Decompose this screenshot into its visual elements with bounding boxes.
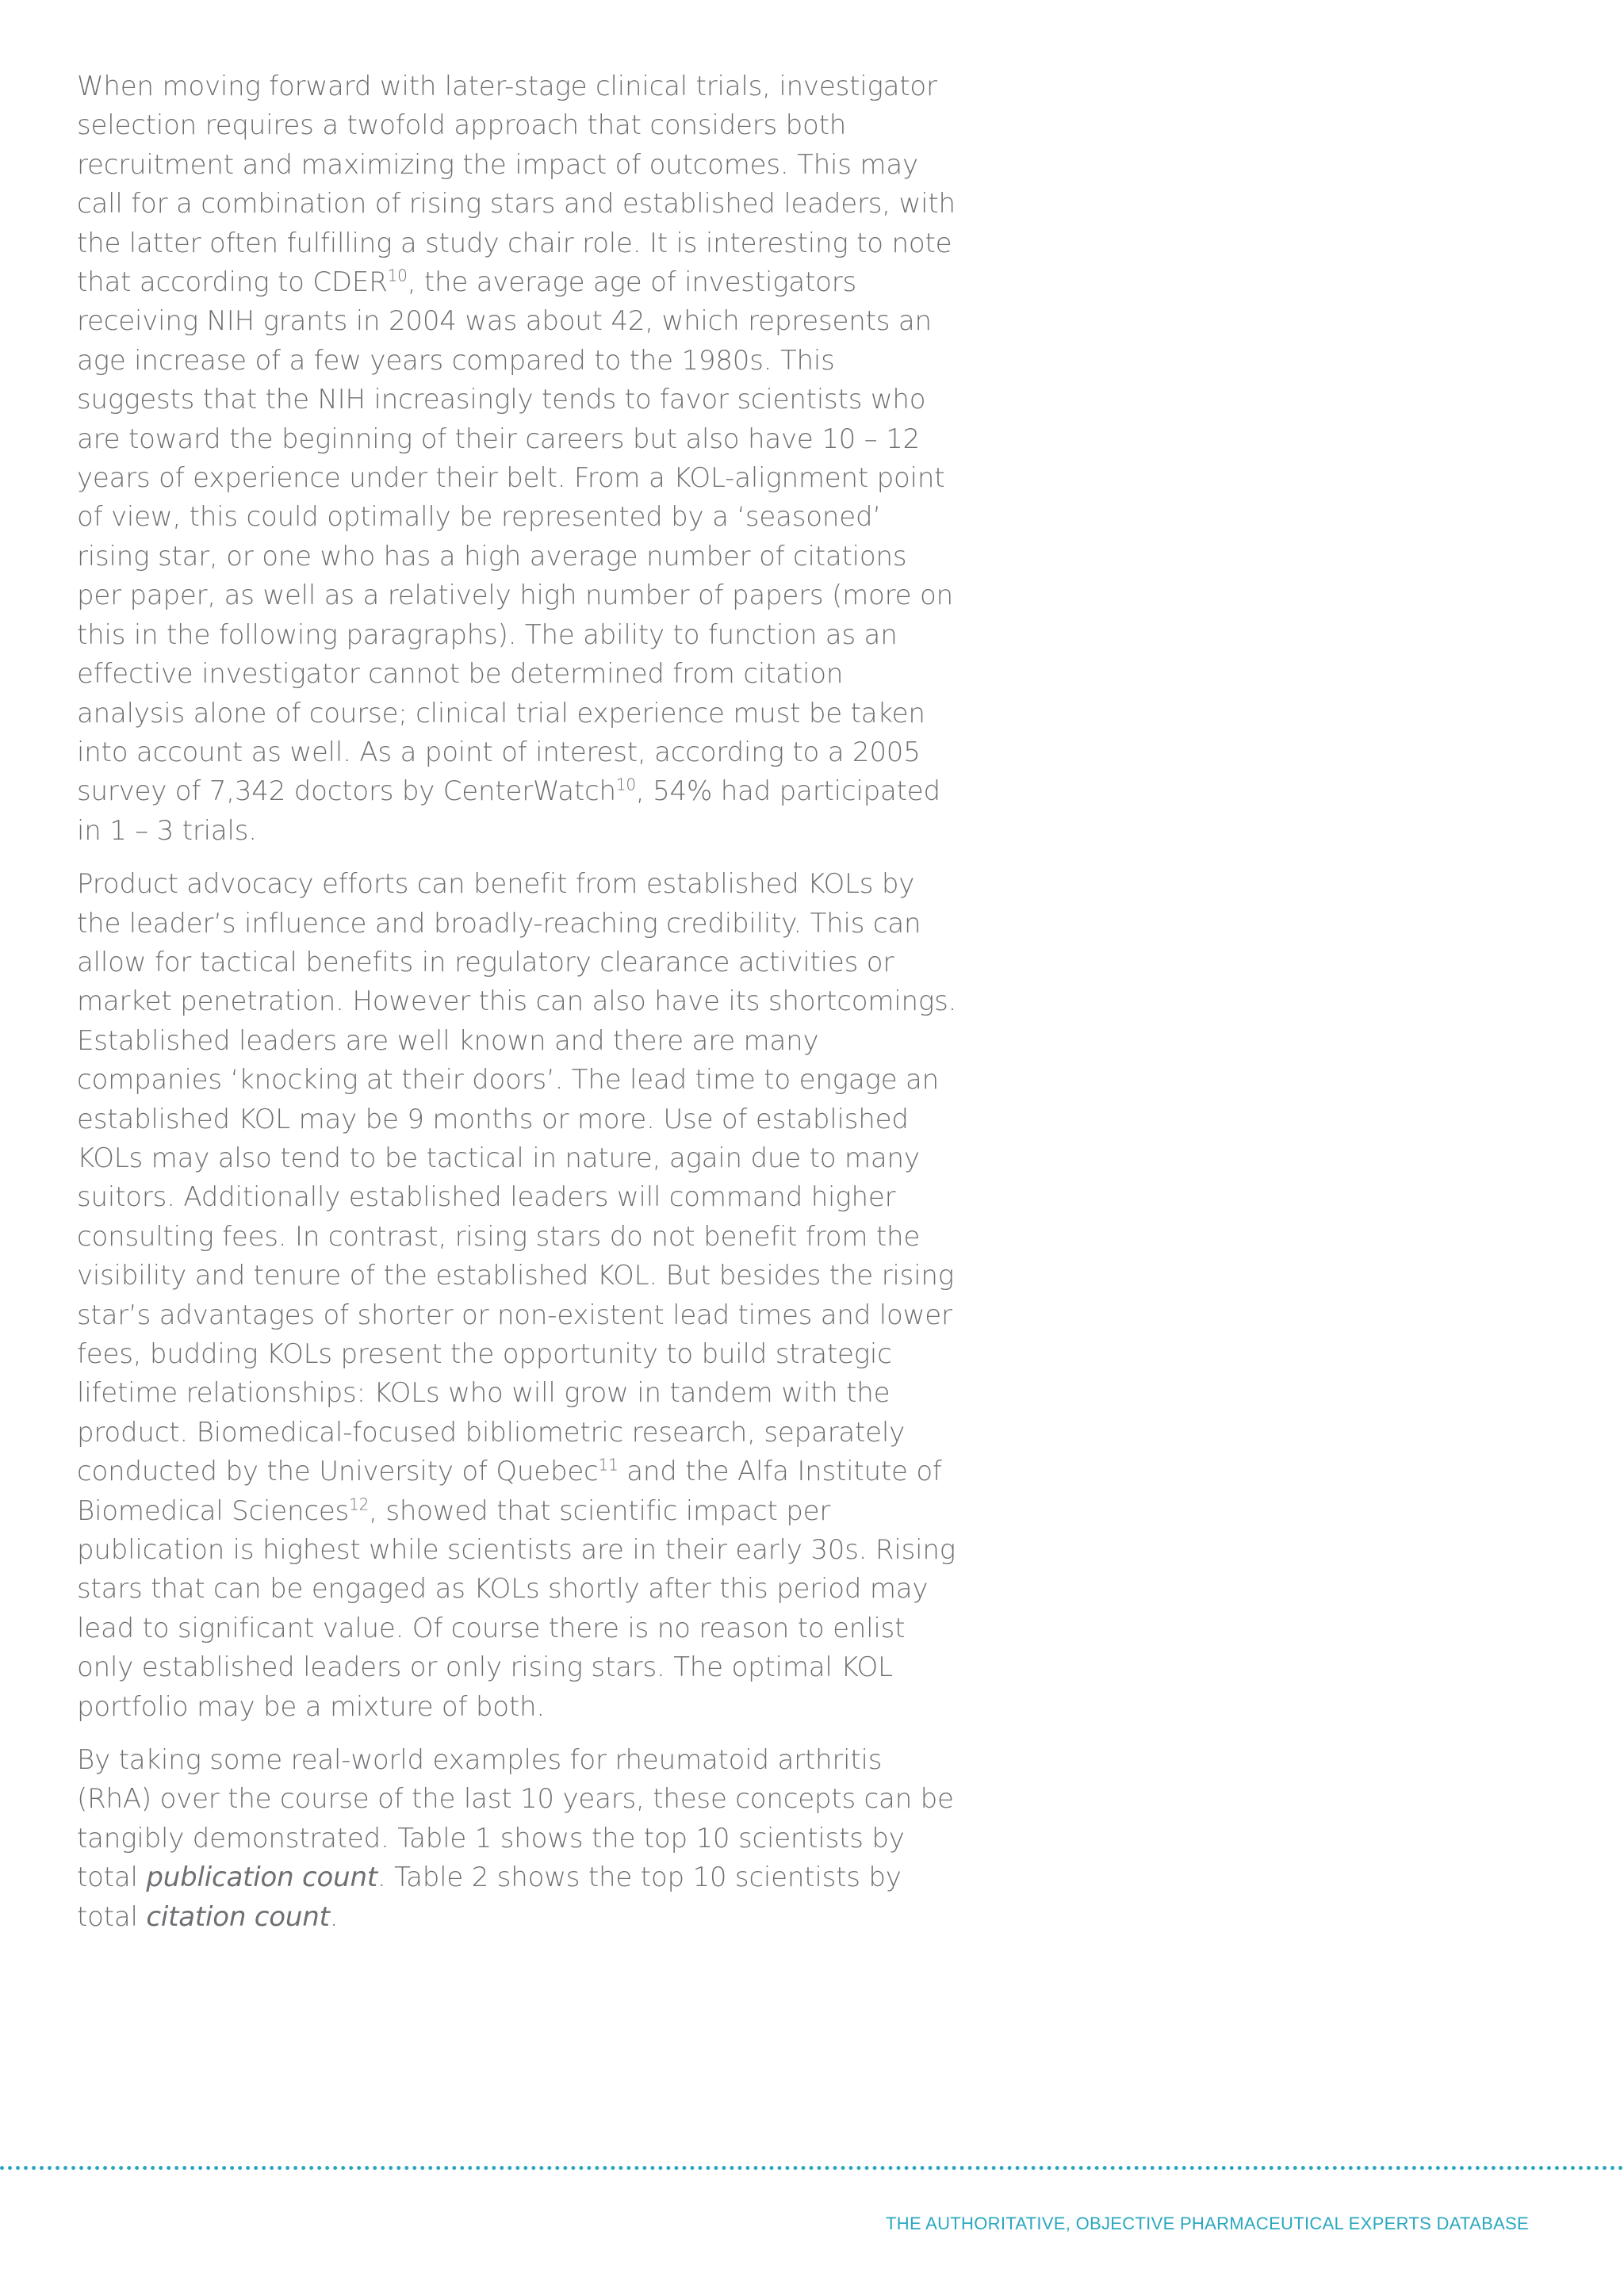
paragraph-text: When moving forward with later-stage clinical trials, investigator selection requires a twofold approach that considers both recruitment and maximizing the impact of outcomes. This may call for a combination of rising stars and established leaders, with the latter often fulfilling a study chair role. It is interesting to note that according to CDER xyxy=(77,71,956,299)
reference-marker: 12 xyxy=(349,1494,370,1514)
paragraph-text: , the average age of investigators receiving NIH grants in 2004 was about 42, which represents an age increase of a few years compared to the 1980s. This suggests that the NIH increasingly tends to favor scientists who are toward the beginning of their careers but also have 10 – 12 years of experience under their belt. From a KOL-alignment point of view, this could optimally be represented by a ‘seasoned’ rising star, or one who has a high average number of citations per paper, as well as a relatively high number of papers (more on this in the following paragraphs). The ability to function as an effective investigator cannot be determined from citation analysis alone of course; clinical trial experience must be taken into account as well. As a point of interest, according to a 2005 survey of 7,342 doctors by CenterWatch xyxy=(77,266,953,808)
emphasis-publication-count: publication count xyxy=(146,1862,377,1894)
paragraph-text: , 54% had participated in 1 – 3 trials. xyxy=(77,775,940,847)
paragraph-text: By taking some real-world examples for rheumatoid arthritis (RhA) over the course of the last 10 years, these concepts can be tangibly demonstrated. Table 1 shows the top 10 scientists by total xyxy=(77,1744,954,1894)
paragraph-text: Product advocacy efforts can benefit from established KOLs by the leader’s influence and broadly-reaching credibility. This can allow for tactical benefits in regulatory clearance activities or market penetration. However this can also have its shortcomings. Established leaders are well known and there are many companies ‘knocking at their doors’. The lead time to engage an established KOL may be 9 months or more. Use of established KOLs may also tend to be tactical in nature, again due to many suitors. Additionally established leaders will command higher consulting fees. In contrast, rising stars do not benefit from the visibility and tenure of the established KOL. But besides the rising star’s advantages of shorter or non-existent lead times and lower fees, budding KOLs present the opportunity to build strategic lifetime relationships: KOLs who will grow in tandem with the product. Biomedical-focused bibliometric research, separately conducted by the University of Quebec xyxy=(77,868,957,1488)
paragraph-text: . xyxy=(329,1900,339,1933)
paragraph-text: and the Alfa Institute of Biomedical Sciences xyxy=(77,1456,942,1527)
reference-marker: 11 xyxy=(598,1455,619,1475)
emphasis-citation-count: citation count xyxy=(146,1900,330,1933)
paragraph-investigator-selection xyxy=(77,67,957,851)
footer-tagline: THE AUTHORITATIVE, OBJECTIVE PHARMACEUTICAL EXPERTS DATABASE xyxy=(886,2214,1529,2233)
reference-marker: 10 xyxy=(615,775,636,794)
paragraph-product-advocacy xyxy=(77,865,957,1727)
footer-dotted-divider xyxy=(0,2166,1624,2170)
reference-marker: 10 xyxy=(387,266,408,285)
paragraph-rheumatoid-examples xyxy=(77,1741,957,1937)
body-text xyxy=(77,67,957,1951)
paragraph-text: , showed that scientific impact per publication is highest while scientists are in their early 30s. Rising stars that can be engaged as KOLs shortly after this period may lead to significant value. Of course there is no reason to enlist only established leaders or only rising stars. The optimal KOL portfolio may be a mixture of both. xyxy=(77,1494,956,1723)
paragraph-text: . Table 2 shows the top 10 scientists by total xyxy=(77,1862,902,1933)
